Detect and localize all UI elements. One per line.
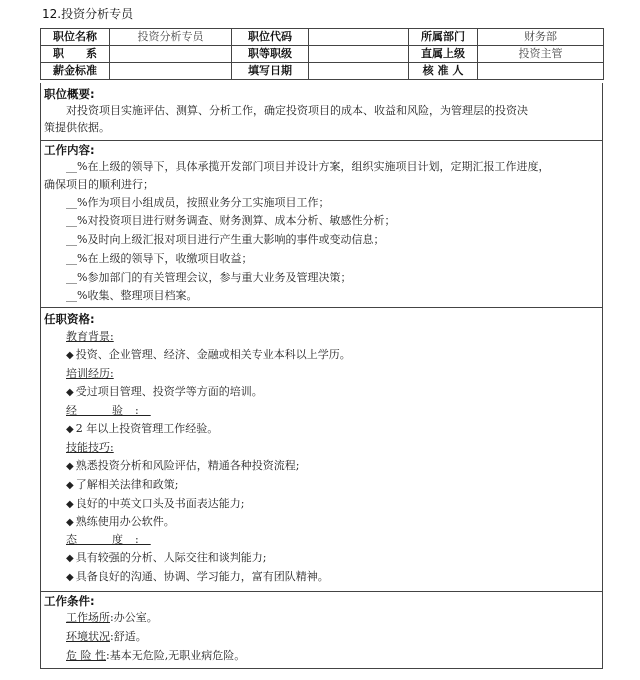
- skills-item: ◆ 良好的中英文口头及书面表达能力;: [66, 497, 245, 510]
- overview-section: [40, 83, 603, 141]
- attitude-label: 态 度:: [66, 533, 151, 546]
- job-title-label: 职位名称: [41, 29, 110, 46]
- table-row: [41, 46, 604, 63]
- list-item: __%参加部门的有关管理会议，参与重大业务及管理决策；: [66, 271, 352, 284]
- list-item: __%收集、整理项目档案。: [66, 289, 198, 302]
- grade-value: [309, 46, 409, 63]
- approver-label: 核 准 人: [409, 63, 478, 80]
- job-info-table: [40, 28, 604, 80]
- qualifications-heading: 任职资格:: [44, 312, 95, 326]
- diamond-bullet-icon: ◆: [66, 461, 74, 472]
- doc-title: 12.投资分析专员: [42, 7, 134, 21]
- experience-item: ◆ 2 年以上投资管理工作经验。: [66, 422, 219, 435]
- job-family-label: 职 系: [41, 46, 110, 63]
- duties-section: [40, 141, 603, 308]
- diamond-bullet-icon: ◆: [66, 572, 74, 583]
- diamond-bullet-icon: ◆: [66, 517, 74, 528]
- education-item: ◆ 投资、企业管理、经济、金融或相关专业本科以上学历。: [66, 348, 351, 361]
- supervisor-value: 投资主管: [478, 46, 604, 63]
- list-item: __%在上级的领导下，具体承揽开发部门项目并设计方案，组织实施项目计划，定期汇报工作进度，: [66, 160, 550, 173]
- duties-heading: 工作内容:: [44, 143, 95, 157]
- diamond-bullet-icon: ◆: [66, 553, 74, 564]
- experience-label: 经 验:: [66, 404, 151, 417]
- skills-item: ◆ 熟练使用办公软件。: [66, 515, 175, 528]
- education-label: 教育背景:: [66, 330, 114, 343]
- attitude-item: ◆ 具有较强的分析、人际交往和谈判能力;: [66, 551, 267, 564]
- department-label: 所属部门: [409, 29, 478, 46]
- skills-item: ◆ 了解相关法律和政策;: [66, 478, 179, 491]
- job-family-value: [110, 46, 232, 63]
- workplace-item: 工作场所:办公室。: [66, 611, 158, 624]
- overview-text: 对投资项目实施评估、测算、分析工作，确定投资项目的成本、收益和风险，为管理层的投资决: [66, 104, 528, 117]
- list-item: __%作为项目小组成员，按照业务分工实施项目工作；: [66, 196, 330, 209]
- skills-label: 技能技巧:: [66, 441, 114, 454]
- approver-value: [478, 63, 604, 80]
- grade-label: 职等职级: [232, 46, 309, 63]
- training-label: 培训经历:: [66, 367, 114, 380]
- department-value: 财务部: [478, 29, 604, 46]
- table-row: [41, 29, 604, 46]
- table-row: [41, 63, 604, 80]
- list-item: __%对投资项目进行财务调查、财务测算、成本分析、敏感性分析；: [66, 214, 396, 227]
- qualifications-section: [40, 308, 603, 592]
- list-item: __%在上级的领导下，收缴项目收益；: [66, 252, 253, 265]
- date-value: [309, 63, 409, 80]
- diamond-bullet-icon: ◆: [66, 387, 74, 398]
- list-item: 确保项目的顺利进行；: [44, 178, 154, 191]
- job-code-label: 职位代码: [232, 29, 309, 46]
- job-code-value: [309, 29, 409, 46]
- conditions-section: [40, 592, 603, 669]
- diamond-bullet-icon: ◆: [66, 480, 74, 491]
- diamond-bullet-icon: ◆: [66, 424, 74, 435]
- overview-heading: 职位概要:: [44, 87, 95, 101]
- risk-item: 危 险 性:基本无危险,无职业病危险。: [66, 649, 246, 662]
- salary-value: [110, 63, 232, 80]
- job-title-value: 投资分析专员: [110, 29, 232, 46]
- supervisor-label: 直属上级: [409, 46, 478, 63]
- diamond-bullet-icon: ◆: [66, 350, 74, 361]
- environment-item: 环境状况:舒适。: [66, 630, 147, 643]
- list-item: __%及时向上级汇报对项目进行产生重大影响的事件或变动信息；: [66, 233, 385, 246]
- attitude-item: ◆ 具备良好的沟通、协调、学习能力，富有团队精神。: [66, 570, 329, 583]
- date-label: 填写日期: [232, 63, 309, 80]
- conditions-heading: 工作条件:: [44, 594, 95, 608]
- skills-item: ◆ 熟悉投资分析和风险评估，精通各种投资流程;: [66, 459, 300, 472]
- training-item: ◆ 受过项目管理、投资学等方面的培训。: [66, 385, 263, 398]
- salary-label: 薪金标准: [41, 63, 110, 80]
- overview-text: 策提供依据。: [44, 121, 110, 134]
- diamond-bullet-icon: ◆: [66, 499, 74, 510]
